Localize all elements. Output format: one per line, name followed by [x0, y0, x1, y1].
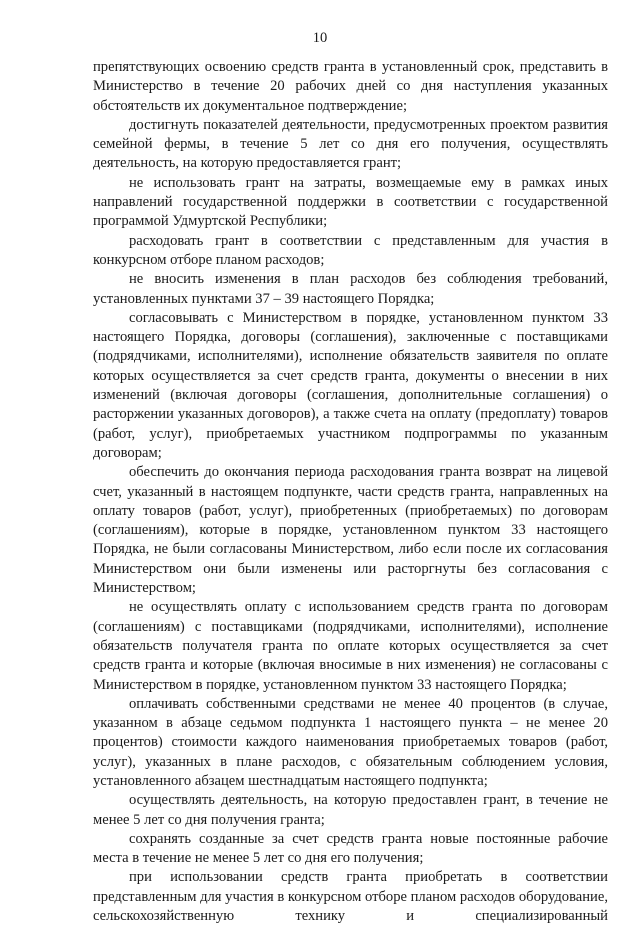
- paragraph: осуществлять деятельность, на которую предоставлен грант, в течение не менее 5 лет со дня получения гранта;: [93, 792, 608, 828]
- paragraph: оплачивать собственными средствами не менее 40 процентов (в случае, указанном в абзаце седьмом подпункта 1 настоящего пункта – не менее 20 процентов) стоимости каждого наименования приобретаемых товаров (работ, услуг), указанных в плане расходов, с обязательным соблюдением условия, установленного абзацем шестнадцатым настоящего подпункта;: [93, 695, 608, 789]
- paragraph: не вносить изменения в план расходов без соблюдения требований, установленных пунктами 37 – 39 настоящего Порядка;: [93, 271, 608, 307]
- page-number: 10: [312, 30, 328, 46]
- paragraph: не использовать грант на затраты, возмещаемые ему в рамках иных направлений государственной поддержки в соответствии с государственной программой Удмуртской Республики;: [93, 174, 608, 230]
- paragraph: сохранять созданные за счет средств гранта новые постоянные рабочие места в течение не менее 5 лет со дня его получения;: [93, 830, 608, 867]
- paragraph: не осуществлять оплату с использованием средств гранта по договорам (соглашениям) с поставщиками (подрядчиками, исполнителями), исполнение обязательств получателя гранта по оплате которых осуществляется за счет средств гранта и которые (включая вносимые в них изменения) не согласованы с Министерством в порядке, установленном пунктом 33 настоящего Порядка;: [93, 599, 608, 693]
- paragraph-continues-next-page: при использовании средств гранта приобретать в соответствии представленным для участия в конкурсном отборе планом расходов оборудование, сельскохозяйственную технику и специализированный: [93, 869, 608, 925]
- paragraph-continued: препятствующих освоению средств гранта в установленный срок, представить в Министерство в течение 20 рабочих дней со дня наступления указанных обстоятельств их документальное подтверждение;: [93, 59, 608, 114]
- paragraph: расходовать грант в соответствии с представленным для участия в конкурсном отборе планом расходов;: [93, 232, 608, 268]
- document-body: [93, 58, 608, 926]
- paragraph: достигнуть показателей деятельности, предусмотренных проектом развития семейной фермы, в течение 5 лет со дня его получения, осуществлять деятельность, на которую предоставляется грант;: [93, 116, 608, 172]
- paragraph: обеспечить до окончания периода расходования гранта возврат на лицевой счет, указанный в настоящем подпункте, части средств гранта, направленных на оплату товаров (работ, услуг), приобретенных (приобретаемых) по договорам (соглашениям), которые в порядке, установленном пунктом 33 настоящего Порядка, не были согласованы Министерством, либо если после их согласования Министерством они были изменены или расторгнуты без согласования с Министерством;: [93, 464, 608, 597]
- paragraph: согласовывать с Министерством в порядке, установленном пунктом 33 настоящего Порядка, договоры (соглашения), заключенные с поставщиками (подрядчиками, исполнителями), исполнение обязательств заявителя по оплате которых осуществляется за счет средств гранта, документы о внесении в них изменений (включая договоры (соглашения, дополнительные соглашения) о расторжении указанных договоров), а также счета на оплату (предоплату) товаров (работ, услуг), приобретаемых участником подпрограммы по указанным договорам;: [93, 309, 608, 461]
